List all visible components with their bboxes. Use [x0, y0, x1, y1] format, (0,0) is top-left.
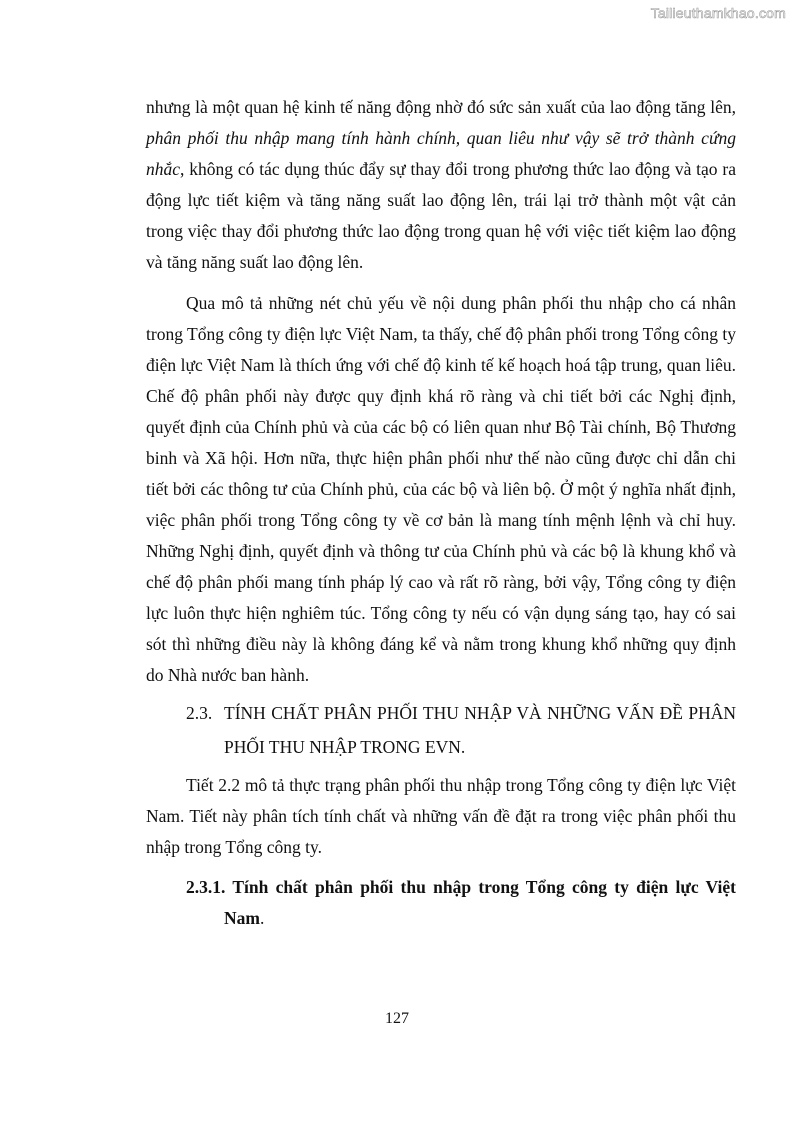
paragraph — [146, 92, 736, 278]
subsection-number: 2.3.1. — [186, 877, 226, 897]
section-heading — [186, 696, 736, 764]
italic-phrase: phân phối thu nhập mang tính hành chính, quan liêu như vậy sẽ trở thành cứng nhắc — [146, 128, 736, 179]
paragraph: Qua mô tả những nét chủ yếu về nội dung phân phối thu nhập cho cá nhân trong Tổng công ty điện lực Việt Nam, ta thấy, chế độ phân phối trong Tổng công ty điện lực Việt Nam là thích ứng với chế độ kinh tế kế hoạch hoá tập trung, quan liêu. Chế độ phân phối này được quy định khá rõ ràng và chi tiết bởi các Nghị định, quyết định của Chính phủ và của các bộ có liên quan như Bộ Tài chính, Bộ Thương binh và Xã hội. Hơn nữa, thực hiện phân phối như thế nào cũng được chỉ dẫn chi tiết bởi các thông tư của Chính phủ, của các bộ và liên bộ. Ở một ý nghĩa nhất định, việc phân phối trong Tổng công ty về cơ bản là mang tính mệnh lệnh và chỉ huy. Những Nghị định, quyết định và thông tư của Chính phủ và các bộ là khung khổ và chế độ phân phối mang tính pháp lý cao và rất rõ ràng, bởi vậy, Tổng công ty điện lực luôn thực hiện nghiêm túc. Tổng công ty nếu có vận dụng sáng tạo, hay có sai sót thì những điều này là không đáng kể và nằm trong khung khổ những quy định do Nhà nước ban hành. — [146, 293, 736, 685]
page-number: 127 — [385, 1010, 409, 1027]
section-title: TÍNH CHẤT PHÂN PHỐI THU NHẬP VÀ NHỮNG VẤN ĐỀ PHÂN PHỐI THU NHẬP TRONG EVN. — [224, 703, 736, 757]
paragraph-text: , không có tác dụng thúc đẩy sự thay đổi trong phương thức lao động và tạo ra động lực tiết kiệm và tăng năng suất lao động lên, trái lại trở thành một vật cản trong việc thay đổi phương thức lao động trong quan hệ với việc tiết kiệm lao động và tăng năng suất lao động lên. — [146, 159, 736, 272]
subsection-period: . — [259, 908, 265, 928]
section-number: 2.3. — [186, 703, 213, 723]
page-body — [146, 92, 736, 934]
subsection-heading — [186, 872, 736, 934]
paragraph: Tiết 2.2 mô tả thực trạng phân phối thu nhập trong Tổng công ty điện lực Việt Nam. Tiết này phân tích tính chất và những vấn đề đặt ra trong việc phân phối thu nhập trong Tổng công ty. — [146, 775, 736, 857]
subsection-title: Tính chất phân phối thu nhập trong Tổng công ty điện lực Việt Nam — [224, 877, 736, 928]
paragraph-text: nhưng là một quan hệ kinh tế năng động nhờ đó sức sản xuất của lao động tăng lên, — [146, 97, 736, 117]
watermark: Tailieuthamkhao.com — [650, 5, 786, 21]
